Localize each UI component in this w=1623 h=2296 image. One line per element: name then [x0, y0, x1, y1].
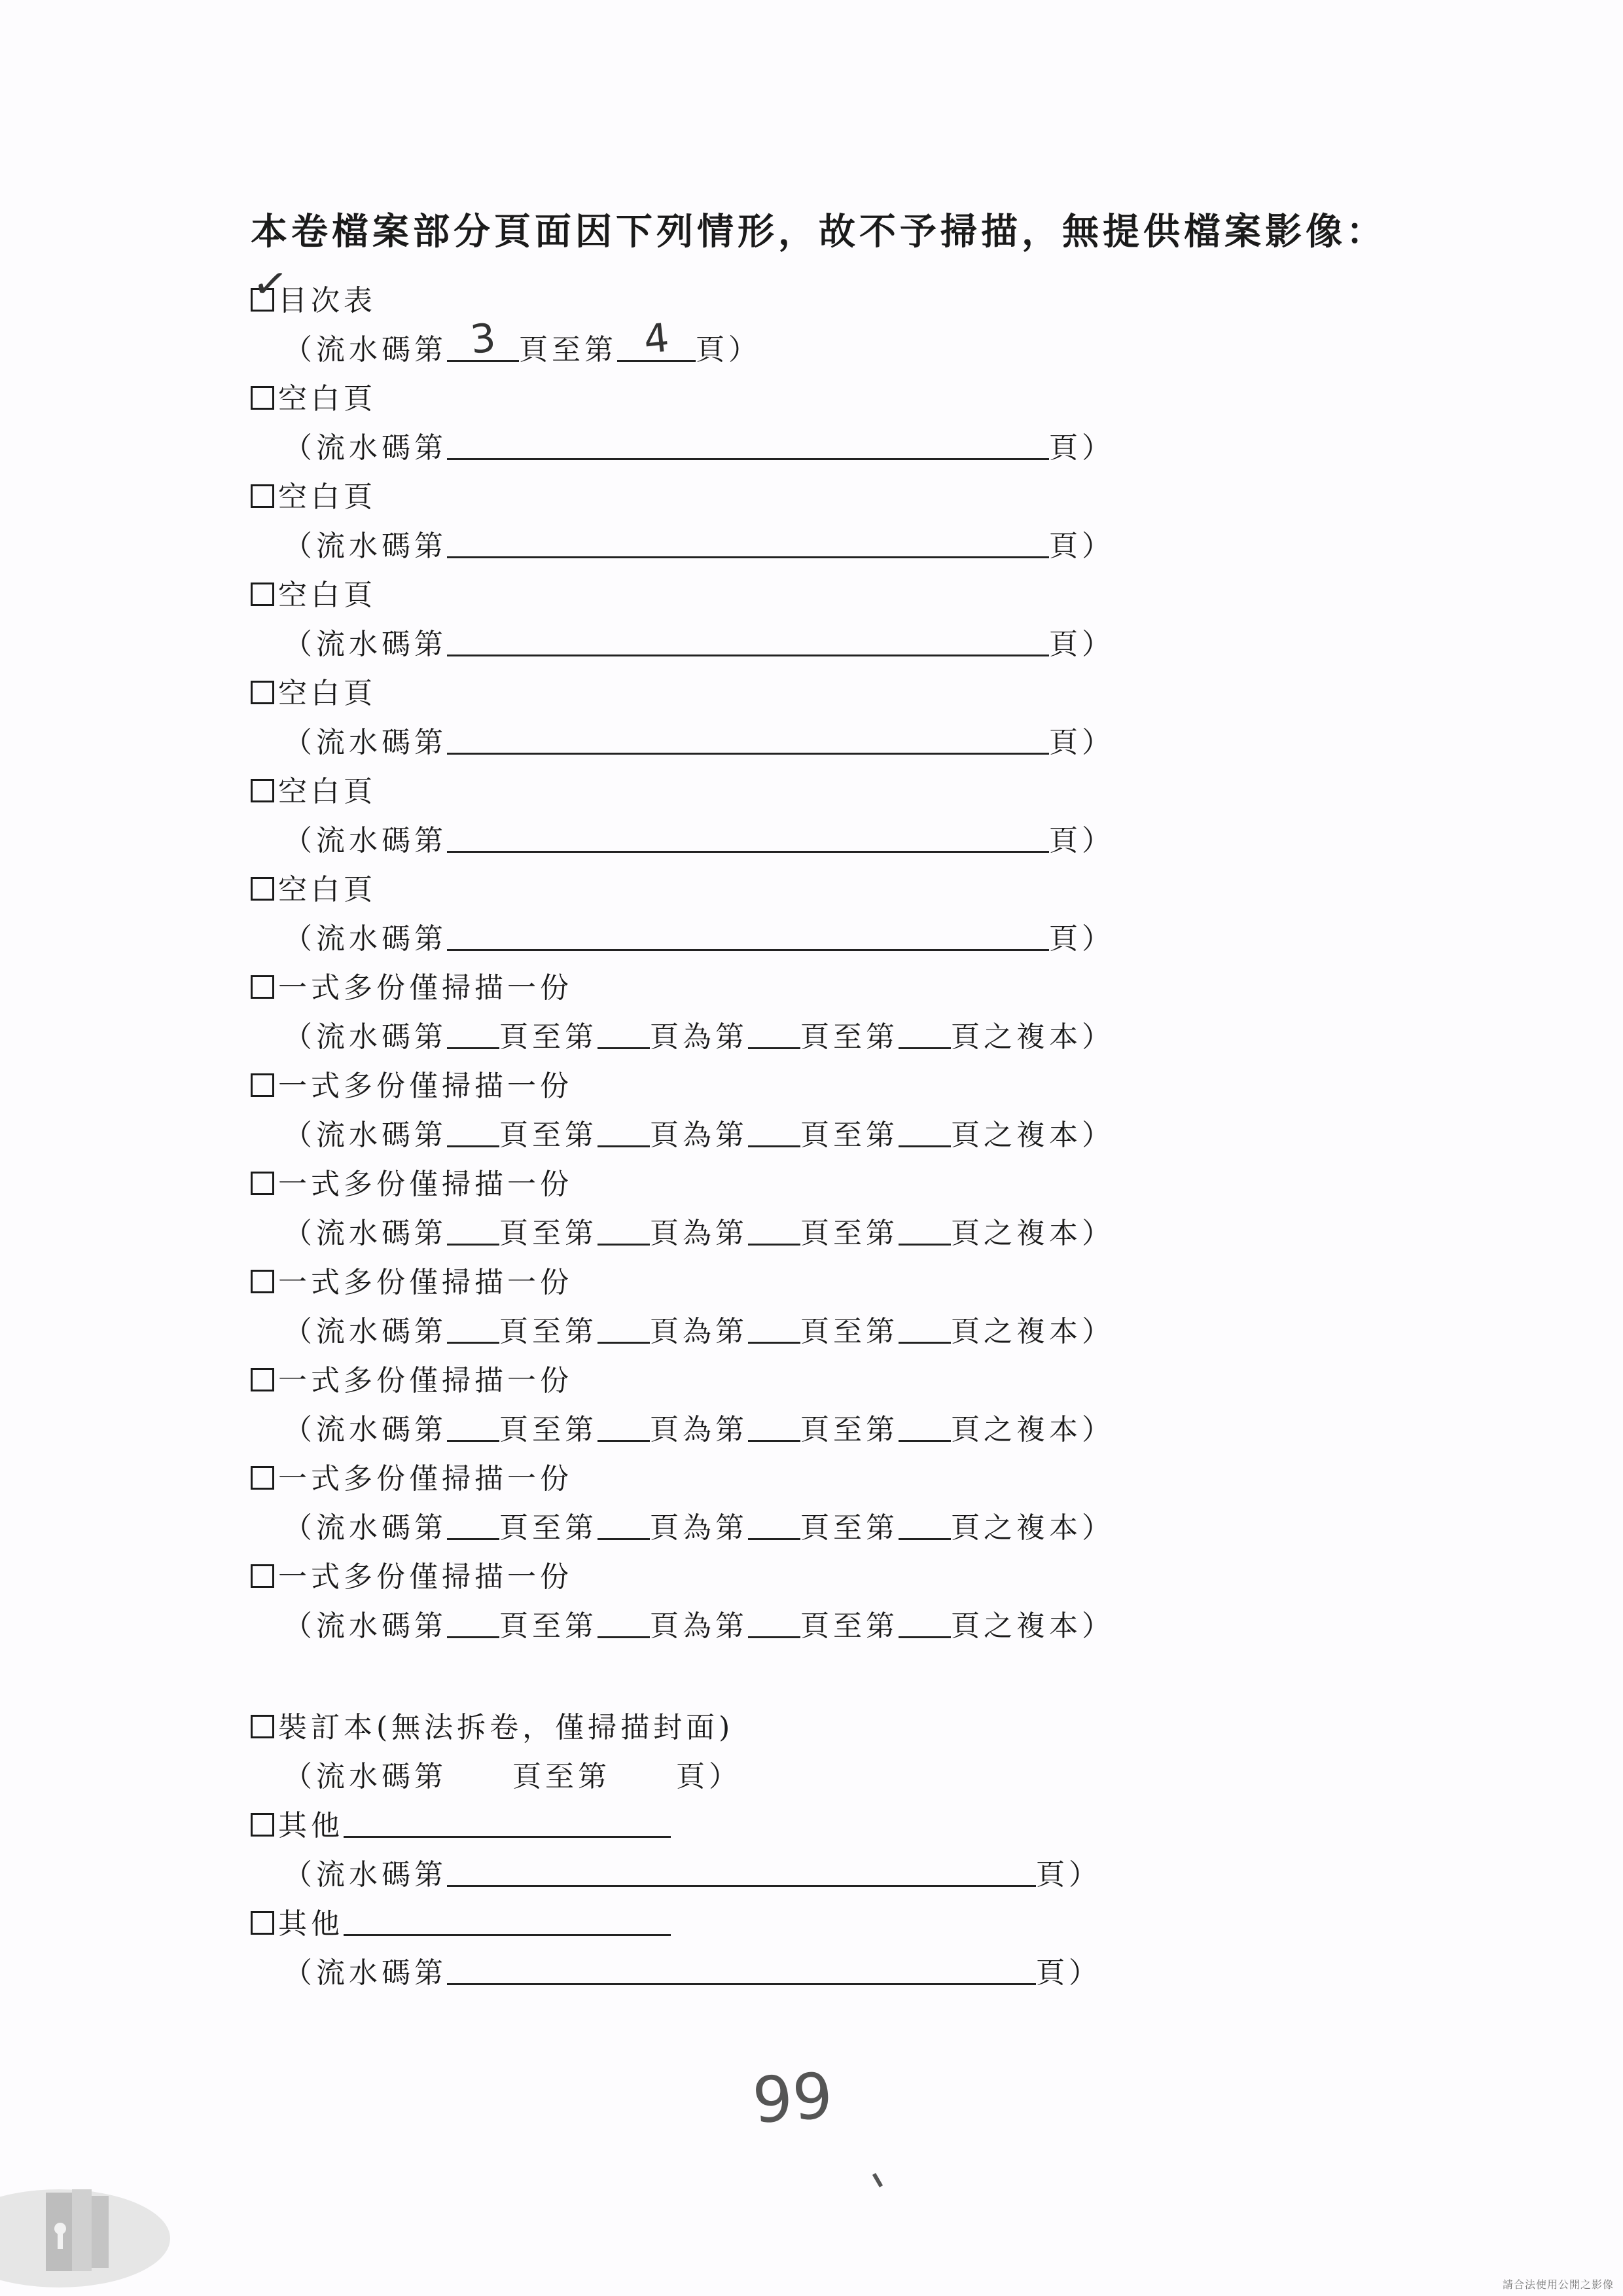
- blank-field[interactable]: [748, 1509, 800, 1540]
- checkbox-item-blank-page: 空白頁: [251, 870, 376, 910]
- blank-field[interactable]: [447, 1117, 499, 1147]
- serial-line: （流水碼第 頁至第 頁為第 頁至第 頁之複本）: [283, 1312, 1115, 1352]
- checkbox-item-blank-page: 空白頁: [251, 380, 376, 419]
- checkbox-item-blank-page: 空白頁: [251, 478, 376, 517]
- checkbox[interactable]: [251, 1466, 274, 1490]
- blank-field[interactable]: [899, 1018, 951, 1049]
- blank-field[interactable]: [748, 1018, 800, 1049]
- serial-line: （流水碼第 頁至第 頁為第 頁至第 頁之複本）: [283, 1018, 1115, 1057]
- blank-field[interactable]: [899, 1313, 951, 1344]
- blank-field[interactable]: [748, 1607, 800, 1638]
- checkbox-item-duplicate: 一式多份僅掃描一份: [251, 1361, 573, 1401]
- handwritten-value: 3: [468, 315, 498, 363]
- serial-line: （流水碼第 3 頁至第 4 頁）: [283, 315, 761, 367]
- page-title: 本卷檔案部分頁面因下列情形，故不予掃描，無提供檔案影像：: [251, 211, 1387, 253]
- blank-field[interactable]: [447, 1954, 1036, 1985]
- checkbox-item-blank-page: 空白頁: [251, 674, 376, 713]
- checkbox-item-duplicate: 一式多份僅掃描一份: [251, 1067, 573, 1106]
- checkbox[interactable]: [251, 1715, 274, 1738]
- checkbox-item-duplicate: 一式多份僅掃描一份: [251, 1263, 573, 1302]
- serial-line: （流水碼第 頁至第 頁為第 頁至第 頁之複本）: [283, 1509, 1115, 1548]
- serial-line: （流水碼第 頁）: [283, 625, 1115, 664]
- blank-field[interactable]: [447, 1313, 499, 1344]
- checkbox-item-duplicate: 一式多份僅掃描一份: [251, 969, 573, 1008]
- blank-field[interactable]: [617, 315, 696, 363]
- blank-field[interactable]: [447, 920, 1049, 951]
- serial-line: （流水碼第 頁至第 頁為第 頁至第 頁之複本）: [283, 1410, 1115, 1450]
- blank-field[interactable]: [748, 1215, 800, 1246]
- checkbox[interactable]: [251, 681, 274, 704]
- blank-field[interactable]: [597, 1509, 650, 1540]
- serial-line: （流水碼第 頁）: [283, 821, 1115, 861]
- serial-line: （流水碼第 頁至第 頁為第 頁至第 頁之複本）: [283, 1607, 1115, 1646]
- checkbox-item-blank-page: 空白頁: [251, 576, 376, 615]
- blank-field[interactable]: [748, 1117, 800, 1147]
- blank-field[interactable]: [597, 1018, 650, 1049]
- checkbox[interactable]: [251, 975, 274, 999]
- checkbox[interactable]: [251, 1172, 274, 1195]
- checkbox[interactable]: [251, 386, 274, 410]
- blank-field[interactable]: [447, 1411, 499, 1442]
- blank-field[interactable]: [748, 1411, 800, 1442]
- blank-field[interactable]: [447, 822, 1049, 853]
- blank-field[interactable]: [899, 1607, 951, 1638]
- serial-line: （流水碼第 頁）: [283, 429, 1115, 468]
- blank-field[interactable]: [597, 1215, 650, 1246]
- checkbox[interactable]: [251, 1270, 274, 1293]
- footer-notice: 請合法使用公開之影像: [1502, 2278, 1614, 2291]
- archive-logo-icon: [0, 2153, 183, 2291]
- checkbox-item-other: 其他: [251, 1806, 671, 1846]
- blank-field[interactable]: [447, 429, 1049, 460]
- handwritten-page-number: 99: [750, 2058, 835, 2138]
- checkbox-item-duplicate: 一式多份僅掃描一份: [251, 1558, 573, 1597]
- blank-field[interactable]: [899, 1509, 951, 1540]
- handwritten-value: 4: [641, 315, 671, 363]
- checkbox[interactable]: [251, 583, 274, 606]
- serial-line: （流水碼第 頁至第 頁為第 頁至第 頁之複本）: [283, 1116, 1115, 1155]
- blank-field[interactable]: [597, 1313, 650, 1344]
- checkbox[interactable]: [251, 779, 274, 802]
- blank-field[interactable]: [447, 724, 1049, 755]
- blank-field[interactable]: [447, 1856, 1036, 1887]
- blank-field[interactable]: [447, 1607, 499, 1638]
- checkbox[interactable]: [251, 1564, 274, 1588]
- blank-field[interactable]: [597, 1411, 650, 1442]
- checkbox[interactable]: [251, 1368, 274, 1391]
- blank-field[interactable]: [748, 1313, 800, 1344]
- blank-field[interactable]: [899, 1215, 951, 1246]
- checkbox-item-other: 其他: [251, 1905, 671, 1944]
- blank-field[interactable]: [447, 315, 519, 363]
- serial-line: （流水碼第 頁）: [283, 1856, 1101, 1895]
- blank-field[interactable]: [899, 1411, 951, 1442]
- blank-field[interactable]: [447, 1509, 499, 1540]
- checkbox-item-duplicate: 一式多份僅掃描一份: [251, 1460, 573, 1499]
- serial-line: （流水碼第 頁）: [283, 1954, 1101, 1993]
- pen-mark: [872, 2173, 883, 2187]
- checkbox[interactable]: [251, 877, 274, 901]
- checkbox-item-bound-volume: 裝訂本(無法拆卷，僅掃描封面): [251, 1708, 734, 1748]
- blank-field[interactable]: [447, 626, 1049, 656]
- serial-line: （流水碼第 頁）: [283, 723, 1115, 762]
- checkbox[interactable]: [251, 484, 274, 508]
- check-mark-icon: ✓: [249, 258, 295, 312]
- serial-line: （流水碼第 頁至第 頁）: [283, 1760, 741, 1793]
- checkbox[interactable]: [249, 258, 295, 312]
- serial-line: （流水碼第 頁）: [283, 527, 1115, 566]
- other-description-field[interactable]: [344, 1905, 671, 1936]
- blank-field[interactable]: [447, 1018, 499, 1049]
- item-label: 目次表: [278, 284, 376, 317]
- blank-field[interactable]: [899, 1117, 951, 1147]
- blank-field[interactable]: [447, 528, 1049, 558]
- other-description-field[interactable]: [344, 1807, 671, 1838]
- blank-field[interactable]: [447, 1215, 499, 1246]
- checkbox-item-toc: [249, 258, 376, 321]
- serial-line: （流水碼第 頁至第 頁為第 頁至第 頁之複本）: [283, 1214, 1115, 1253]
- checkbox-item-blank-page: 空白頁: [251, 772, 376, 812]
- checkbox[interactable]: [251, 1813, 274, 1837]
- blank-field[interactable]: [597, 1117, 650, 1147]
- checkbox-item-duplicate: 一式多份僅掃描一份: [251, 1165, 573, 1204]
- serial-line: （流水碼第 頁）: [283, 920, 1115, 959]
- checkbox[interactable]: [251, 1911, 274, 1935]
- blank-field[interactable]: [597, 1607, 650, 1638]
- checkbox[interactable]: [251, 1073, 274, 1097]
